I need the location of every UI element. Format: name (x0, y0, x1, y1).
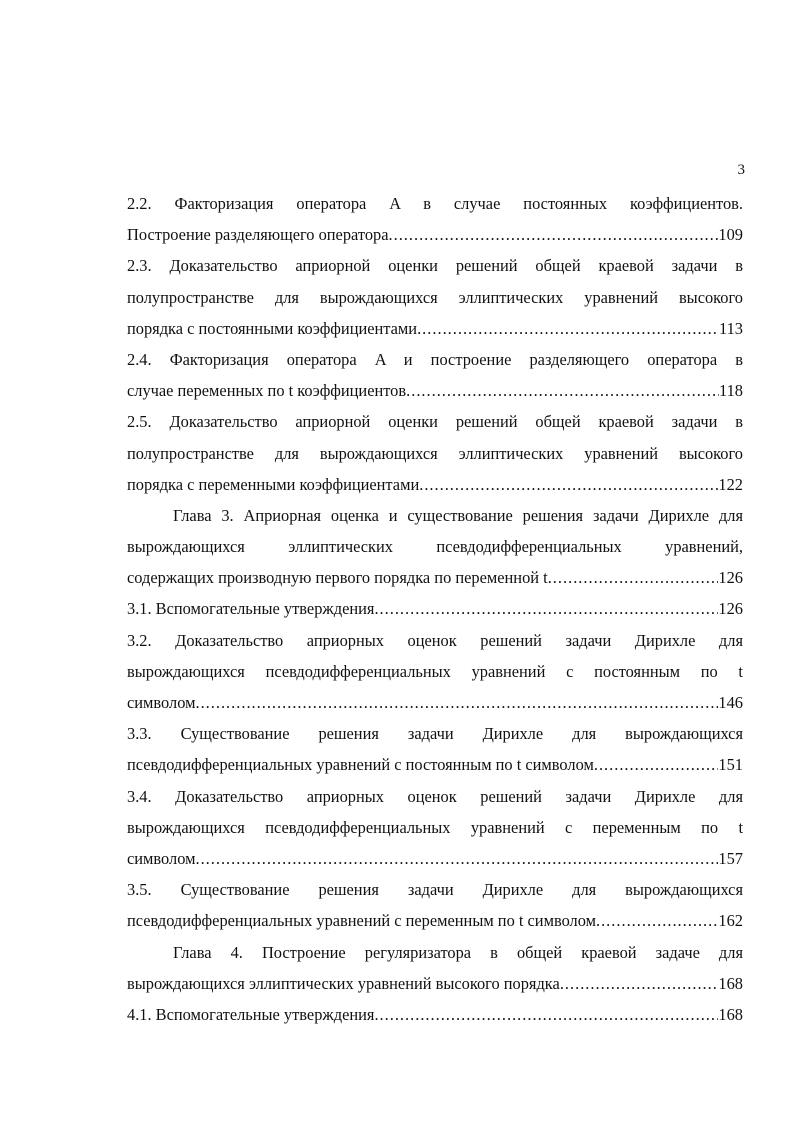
toc-entry-title: содержащих производную первого порядка по переменной t (127, 568, 548, 588)
toc-entry-title: случае переменных по t коэффициентов (127, 381, 407, 401)
toc-entry-title: порядка с постоянными коэффициентами (127, 318, 418, 338)
toc-entry-3-3[interactable] (127, 718, 743, 780)
toc-entry-title: вырождающихся эллиптических уравнений высокого порядка (127, 973, 560, 993)
toc-line: 3.5. Существование решения задачи Дирихле для вырождающихся (127, 880, 743, 900)
toc-line: полупространстве для вырождающихся эллиптических уравнений высокого (127, 287, 743, 307)
toc-line: Глава 4. Построение регуляризатора в общей краевой задаче для (173, 942, 743, 962)
toc-page-number: 126 (718, 568, 743, 588)
toc-line-final (127, 219, 743, 250)
toc-page-number: 157 (718, 848, 743, 868)
dot-leader (389, 219, 719, 250)
toc-entry-3-5[interactable] (127, 874, 743, 936)
toc-entry-2-4[interactable] (127, 344, 743, 406)
toc-line-final (127, 999, 743, 1030)
toc-page-number: 118 (719, 381, 743, 401)
toc-entry-title: псевдодифференциальных уравнений с переменным по t символом (127, 911, 596, 931)
toc-entry-title: 4.1. Вспомогательные утверждения (127, 1004, 375, 1024)
dot-leader (195, 843, 718, 874)
toc-page-number: 162 (718, 911, 743, 931)
toc-line-final (127, 968, 743, 999)
toc-line-final (127, 843, 743, 874)
page-number: 3 (737, 162, 745, 178)
toc-page-number: 109 (718, 225, 743, 245)
dot-leader (374, 999, 718, 1030)
toc-entry-title: 3.1. Вспомогательные утверждения (127, 599, 375, 619)
toc-line: вырождающихся псевдодифференциальных уравнений с переменным по t (127, 817, 743, 837)
toc-entry-title: символом (127, 693, 196, 712)
toc-line: вырождающихся псевдодифференциальных уравнений с постоянным по t (127, 661, 743, 681)
dot-leader (560, 968, 719, 999)
toc-entry-ch-4[interactable] (127, 937, 743, 999)
table-of-contents (127, 188, 743, 1030)
toc-line: 2.4. Факторизация оператора A и построение разделяющего оператора в (127, 349, 743, 369)
toc-line-final (127, 469, 743, 500)
toc-line: 3.3. Существование решения задачи Дирихле для вырождающихся (127, 724, 743, 744)
toc-entry-title: порядка с переменными коэффициентами (127, 474, 420, 494)
toc-entry-title: псевдодифференциальных уравнений с постоянным по t символом (127, 755, 594, 775)
toc-page-number: 126 (718, 599, 743, 619)
toc-page-number: 168 (718, 1004, 743, 1024)
toc-entry-title: символом (127, 848, 196, 868)
toc-line: 3.2. Доказательство априорных оценок решений задачи Дирихле для (127, 630, 743, 650)
toc-page-number: 146 (718, 693, 743, 712)
dot-leader (406, 375, 719, 406)
toc-line-final (127, 562, 743, 593)
dot-leader (195, 687, 718, 718)
toc-entry-4-1[interactable] (127, 999, 743, 1030)
toc-entry-ch-3[interactable] (127, 500, 743, 594)
dot-leader (419, 469, 718, 500)
toc-line-final (127, 375, 743, 406)
toc-entry-3-1[interactable] (127, 593, 743, 624)
toc-entry-title: Построение разделяющего оператора (127, 225, 389, 245)
toc-entry-2-3[interactable] (127, 250, 743, 344)
toc-page-number: 168 (718, 973, 743, 993)
toc-entry-3-2[interactable] (127, 625, 743, 719)
dot-leader (417, 313, 719, 344)
toc-line-final (127, 905, 743, 936)
toc-line: 2.3. Доказательство априорной оценки решений общей краевой задачи в (127, 256, 743, 276)
toc-line-final (127, 313, 743, 344)
dot-leader (548, 562, 719, 593)
toc-line-final (127, 749, 743, 780)
toc-line: полупространстве для вырождающихся эллиптических уравнений высокого (127, 443, 743, 463)
toc-line-final (127, 593, 743, 624)
toc-page-number: 122 (718, 474, 743, 494)
toc-line: Глава 3. Априорная оценка и существование решения задачи Дирихле для (173, 505, 743, 525)
toc-entry-2-2[interactable] (127, 188, 743, 250)
toc-entry-2-5[interactable] (127, 406, 743, 500)
toc-line-final (127, 687, 743, 718)
toc-page-number: 151 (718, 755, 743, 775)
dot-leader (594, 749, 719, 780)
dot-leader (374, 593, 718, 624)
toc-line: 2.2. Факторизация оператора A в случае постоянных коэффициентов. (127, 194, 743, 213)
toc-line: 3.4. Доказательство априорных оценок решений задачи Дирихле для (127, 786, 743, 806)
dot-leader (596, 905, 718, 936)
toc-line: 2.5. Доказательство априорной оценки решений общей краевой задачи в (127, 412, 743, 432)
toc-page-number: 113 (719, 318, 743, 338)
toc-line: вырождающихся эллиптических псевдодифференциальных уравнений, (127, 537, 743, 557)
toc-entry-3-4[interactable] (127, 781, 743, 875)
